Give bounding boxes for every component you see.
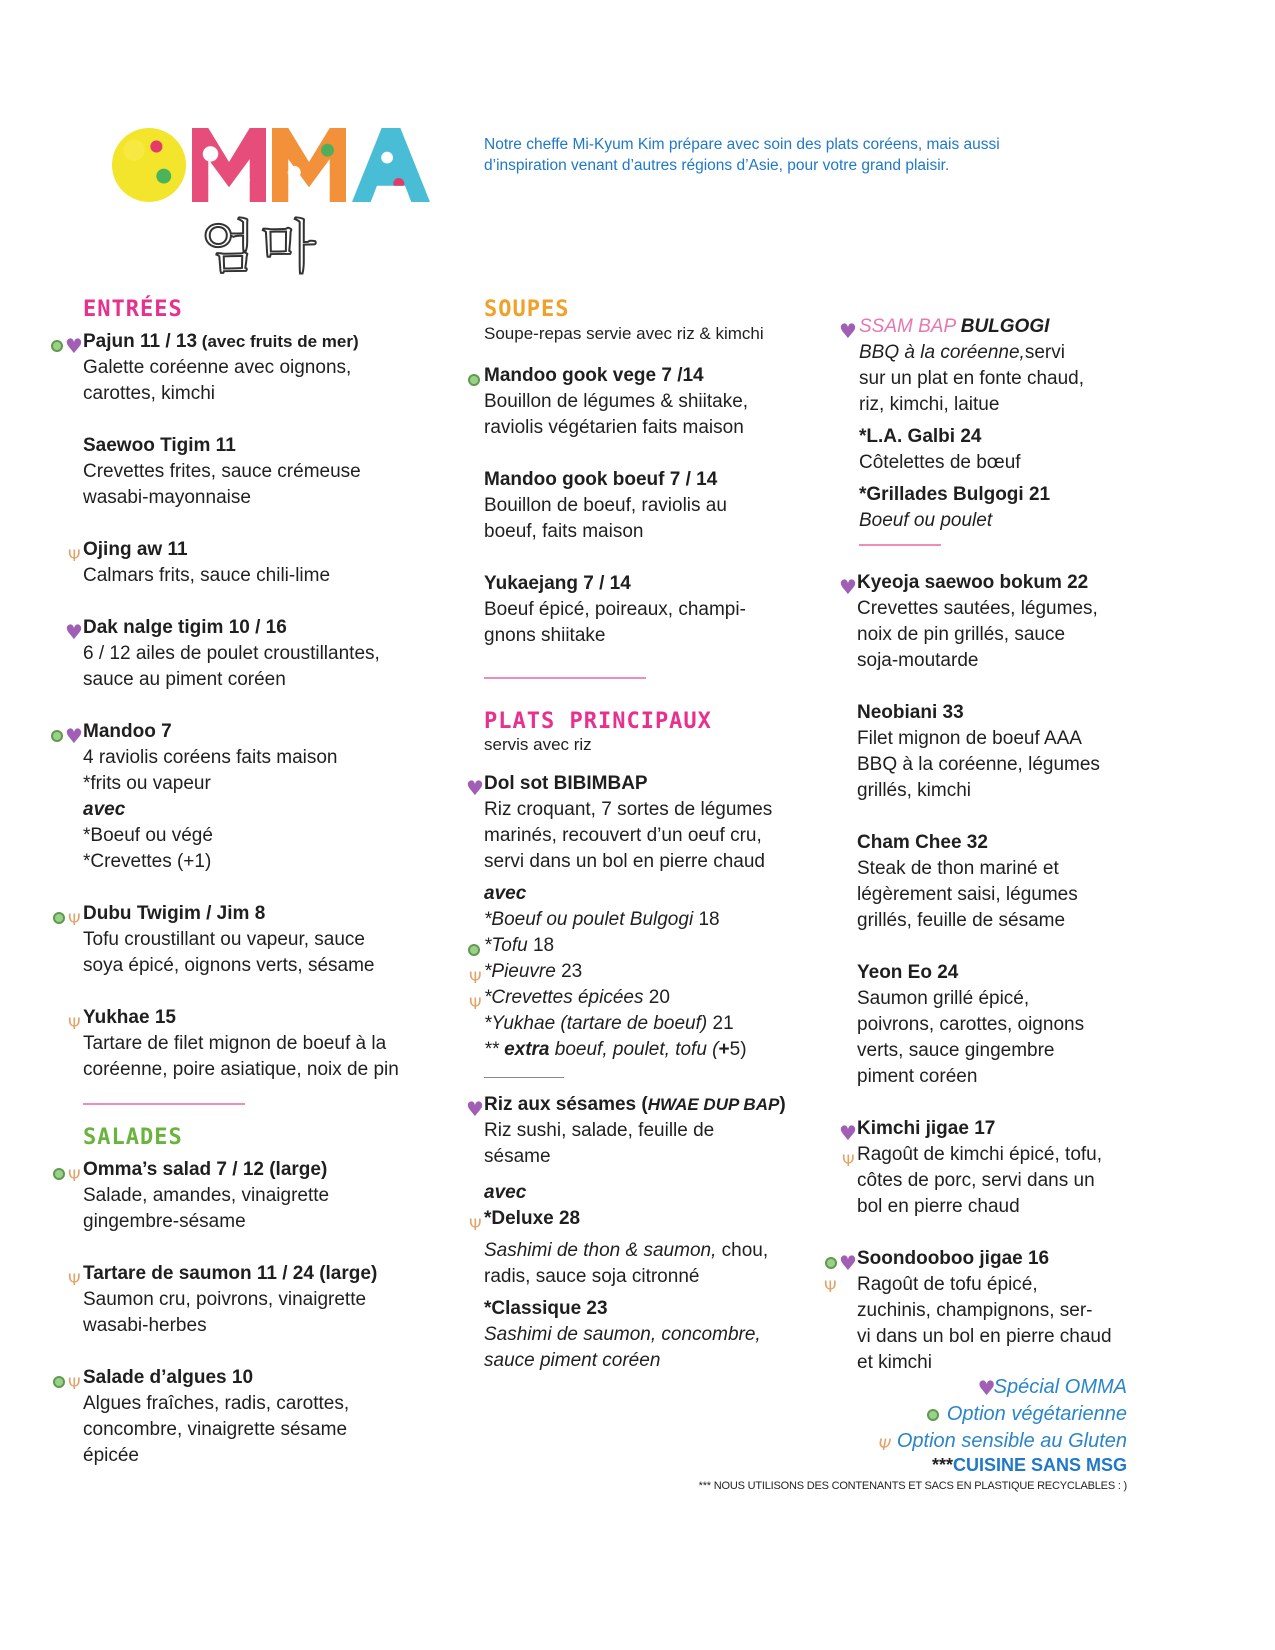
menu-item: Yeon Eo 24 Saumon grillé épicé, poivrons, carottes, oignons verts, sauce gingembre piment coréen [857, 962, 1085, 1087]
gluten-sensitive-icon [468, 1215, 482, 1231]
heart-icon [839, 1124, 855, 1142]
heart-icon [466, 1100, 482, 1118]
menu-item: Mandoo gook boeuf 7 / 14 Bouillon de boeuf, raviolis au boeuf, faits maison [484, 469, 727, 542]
gluten-sensitive-icon [468, 994, 482, 1010]
gluten-sensitive-icon [877, 1434, 891, 1450]
gluten-sensitive-icon [67, 1166, 81, 1182]
option-line: Ψ *Crevettes épicées 20 [484, 985, 829, 1011]
menu-item: ♥ Ψ Kimchi jigae 17 Ragoût de kimchi épicé, tofu, côtes de porc, servi dans un bol en pierre chaud [857, 1116, 1142, 1220]
section-title-salades: SALADES [83, 1125, 183, 1150]
gluten-sensitive-icon [823, 1277, 837, 1293]
menu-item: Ψ Tartare de saumon 11 / 24 (large) Saumon cru, poivrons, vinaigrette wasabi-herbes [83, 1261, 463, 1339]
heart-icon [978, 1379, 994, 1397]
divider [859, 544, 941, 546]
logo-letter-a [352, 128, 430, 202]
gluten-sensitive-icon [67, 546, 81, 562]
option-line: Ψ *Pieuvre 23 [484, 959, 829, 985]
gluten-sensitive-icon [67, 1374, 81, 1390]
korean-logo-text: 엄마 [200, 213, 321, 281]
heart-icon [65, 727, 81, 745]
menu-item-hwae-dup-bap: ♥ Riz aux sésames (HWAE DUP BAP) Riz sushi, salade, feuille de sésame avec Ψ *Deluxe 28 Sashimi de thon & saumon, chou, radis, sauce soja citronné *Classique 23 Sashimi de saumon, concombre, sauce piment coréen [484, 1092, 829, 1374]
menu-item: ♥ Ψ Soondooboo jigae 16 Ragoût de tofu épicé, zuchinis, champignons, ser- vi dans un bol en pierre chaud et kimchi [857, 1246, 1142, 1376]
section-title-entrees: ENTRÉES [83, 297, 183, 322]
legend-special: ♥Spécial OMMA [877, 1374, 1127, 1401]
legend [877, 1374, 1127, 1455]
menu-item: Mandoo gook vege 7 /14 Bouillon de légumes & shiitake, raviolis végétarien faits maison [484, 363, 829, 441]
option-line: Ψ *Deluxe 28 [484, 1206, 829, 1232]
gluten-sensitive-icon [468, 968, 482, 984]
column-right [857, 314, 1142, 1376]
omma-logo [112, 128, 442, 202]
menu-item: Saewoo Tigim 11 Crevettes frites, sauce crémeuse wasabi-mayonnaise [83, 435, 361, 508]
divider [484, 1077, 564, 1078]
menu-item: Ψ Ojing aw 11 Calmars frits, sauce chili-lime [83, 537, 463, 589]
option-line: *Tofu 18 [484, 933, 829, 959]
menu-item: ♥ Dak nalge tigim 10 / 16 6 / 12 ailes de poulet croustillantes, sauce au piment coréen [83, 615, 463, 693]
menu-item: Ψ Dubu Twigim / Jim 8 Tofu croustillant ou vapeur, sauce soya épicé, oignons verts, sésame [83, 901, 463, 979]
intro-text: Notre cheffe Mi-Kyum Kim prépare avec soin des plats coréens, mais aussi d’inspiration venant d’autres régions d’Asie, pour votre grand plaisir. [484, 136, 1000, 174]
column-left [83, 297, 463, 1469]
footer-note: *** NOUS UTILISONS DES CONTENANTS ET SACS EN PLASTIQUE RECYCLABLES : ) [698, 1480, 1127, 1492]
heart-icon [839, 1254, 855, 1272]
vegetarian-icon [51, 340, 63, 352]
menu-item-bibimbap: ♥ Dol sot BIBIMBAP Riz croquant, 7 sortes de légumes marinés, recouvert d’un oeuf cru, servi dans un bol en pierre chaud avec *Boeuf ou poulet Bulgogi 18 *Tofu 18 Ψ *Pieuvre 23 Ψ *Crevettes épicées 20 *Yukhae (tartare de boeuf) 21 ** extra boeuf, poulet, tofu (+5) [484, 771, 829, 1063]
msg-notice: ***CUISINE SANS MSG [931, 1455, 1127, 1475]
menu-item: Ψ Salade d’algues 10 Algues fraîches, radis, carottes, concombre, vinaigrette sésame épicée [83, 1365, 463, 1469]
menu-item: Ψ Yukhae 15 Tartare de filet mignon de boeuf à la coréenne, poire asiatique, noix de pin [83, 1005, 463, 1083]
legend-gluten: Ψ Option sensible au Gluten [877, 1428, 1127, 1455]
logo-letter-m [272, 128, 346, 202]
vegetarian-icon [468, 944, 480, 956]
divider [484, 677, 646, 679]
menu-item: ♥ Kyeoja saewoo bokum 22 Crevettes sautées, légumes, noix de pin grillés, sauce soja-moutarde [857, 570, 1142, 674]
gluten-sensitive-icon [67, 1270, 81, 1286]
gluten-sensitive-icon [67, 1014, 81, 1030]
soupes-subtitle: Soupe-repas servie avec riz & kimchi [484, 324, 764, 343]
extra-line: ** extra boeuf, poulet, tofu (+5) [484, 1039, 747, 1060]
heart-icon [466, 779, 482, 797]
vegetarian-icon [53, 1376, 65, 1388]
menu-item: Yukaejang 7 / 14 Boeuf épicé, poireaux, champi- gnons shiitake [484, 573, 746, 646]
section-title-plats: PLATS PRINCIPAUX [484, 709, 712, 734]
plats-subtitle: servis avec riz [484, 735, 592, 754]
section-title-soupes: SOUPES [484, 297, 570, 322]
option-line: *Boeuf ou poulet Bulgogi 18 [484, 909, 720, 930]
heart-icon [839, 578, 855, 596]
menu-item-ssam-bap: ♥ SSAM BAP BULGOGI BBQ à la coréenne,servi sur un plat en fonte chaud, riz, kimchi, laitue *L.A. Galbi 24 Côtelettes de bœuf *Grillades Bulgogi 21 Boeuf ou poulet [857, 314, 1142, 534]
divider [83, 1103, 245, 1105]
heart-icon [65, 337, 81, 355]
vegetarian-icon [51, 730, 63, 742]
menu-item: Neobiani 33 Filet mignon de boeuf AAA BBQ à la coréenne, légumes grillés, kimchi [857, 702, 1100, 801]
vegetarian-icon [53, 1168, 65, 1180]
menu-item: ♥ Pajun 11 / 13 (avec fruits de mer) Galette coréenne avec oignons, carottes, kimchi [83, 329, 463, 407]
logo-letter-o [112, 128, 186, 202]
vegetarian-icon [927, 1409, 939, 1421]
gluten-sensitive-icon [67, 910, 81, 926]
menu-item: Ψ Omma’s salad 7 / 12 (large) Salade, amandes, vinaigrette gingembre-sésame [83, 1157, 463, 1235]
gluten-sensitive-icon [841, 1151, 855, 1167]
heart-icon [839, 322, 855, 340]
logo-letter-m [192, 128, 266, 202]
vegetarian-icon [468, 374, 480, 386]
column-middle [484, 297, 829, 1374]
menu-item: ♥ Mandoo 7 4 raviolis coréens faits maison *frits ou vapeur avec *Boeuf ou végé *Crevettes (+1) [83, 719, 463, 875]
vegetarian-icon [53, 912, 65, 924]
option-line: *Yukhae (tartare de boeuf) 21 [484, 1013, 734, 1034]
heart-icon [65, 623, 81, 641]
legend-vegetarian: Option végétarienne [877, 1401, 1127, 1428]
vegetarian-icon [825, 1257, 837, 1269]
menu-item: Cham Chee 32 Steak de thon mariné et légèrement saisi, légumes grillés, feuille de sésame [857, 832, 1078, 931]
